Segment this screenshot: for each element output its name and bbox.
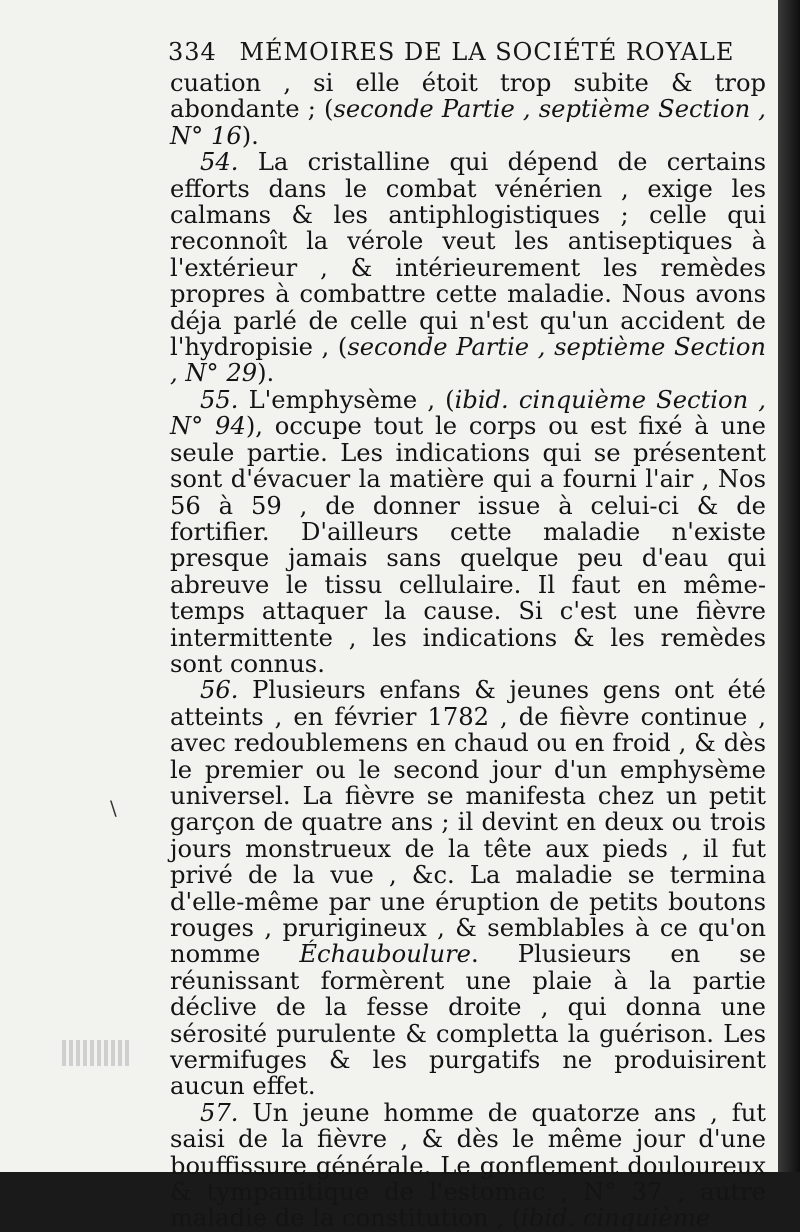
paragraph — [170, 677, 766, 1100]
text-run: cuation , si elle étoit trop subite & trop abondante ; ( — [170, 69, 766, 124]
paragraph-number: 57. — [200, 1098, 253, 1127]
text-run: La cristalline qui dépend de certains efforts dans le combat vénérien , exige les calmans & les antiphlogistiques ; celle qui reconnoît la vérole veut les antiseptiques à l'extérieur , & intérieurement les remèdes propres à combattre cette maladie. Nous avons déja parlé de celle qui n'est qu'un accident de l'hydropisie , ( — [170, 148, 767, 362]
margin-mark: \ — [110, 796, 117, 820]
italic-reference: seconde Partie , septième Section , N° 16 — [170, 95, 766, 150]
text-run: Un jeune homme de quatorze ans , fut saisi de la fièvre , & dès le même jour d'une bouffissure générale. Le gonflement douloureux & tympanitique de l'estomac , N° 37 , autre maladie de la constitution , ( — [170, 1098, 767, 1232]
text-run: ). — [241, 121, 259, 150]
text-run: L'emphysème , ( — [248, 385, 455, 414]
italic-reference: seconde Partie , septième Section , N° 29 — [170, 333, 766, 388]
italic-reference: ibid. cinquième Section , N° 94 — [170, 385, 766, 441]
text-run: . Plusieurs en se réunissant formèrent une plaie à la partie déclive de la fesse droite , qui donna une sérosité purulente & completta la guérison. Les vermifuges & les purgatifs ne produisirent aucun effet. — [170, 940, 766, 1101]
page-edge-shadow — [778, 0, 800, 1172]
paragraph-number: 55. — [200, 385, 249, 414]
italic-reference: ibid. cinquième — [521, 1204, 711, 1232]
bleed-through-stamp — [62, 1040, 152, 1080]
italic-reference: Échauboulure — [299, 940, 471, 969]
paragraph-number: 56. — [200, 676, 253, 705]
paragraph — [170, 1100, 766, 1232]
running-header — [168, 38, 768, 66]
paragraph — [170, 387, 766, 677]
body-text — [170, 70, 766, 1232]
paragraph — [170, 149, 766, 387]
text-run: ). — [257, 359, 275, 388]
text-run: Plusieurs enfans & jeunes gens ont été atteints , en février 1782 , de fièvre continue , avec redoublemens en chaud ou en froid , & dès le premier ou le second jour d'un emphysème universel. La fièvre se manifesta chez un petit garçon de quatre ans ; il devint en deux ou trois jours monstrueux de la tête aux pieds , il fut privé de la vue , &c. La maladie se termina d'elle-même par une éruption de petits boutons rouges , prurigineux , & semblables à ce qu'on nomme — [170, 676, 766, 969]
page-number: 334 — [168, 38, 217, 66]
text-run: ), occupe tout le corps ou est fixé à une seule partie. Les indications qui se présentent sont d'évacuer la matière qui a fourni l'air , Nos 56 à 59 , de donner issue à celui-ci & de fortifier. D'ailleurs cette maladie n'existe presque jamais sans quelque peu d'eau qui abreuve le tissu cellulaire. Il faut en même-temps attaquer la cause. Si c'est une fièvre intermittente , les indications & les remèdes sont connus. — [170, 412, 766, 678]
running-title: MÉMOIRES DE LA SOCIÉTÉ ROYALE — [239, 38, 735, 66]
paragraph-number: 54. — [200, 148, 258, 177]
paragraph — [170, 70, 766, 149]
